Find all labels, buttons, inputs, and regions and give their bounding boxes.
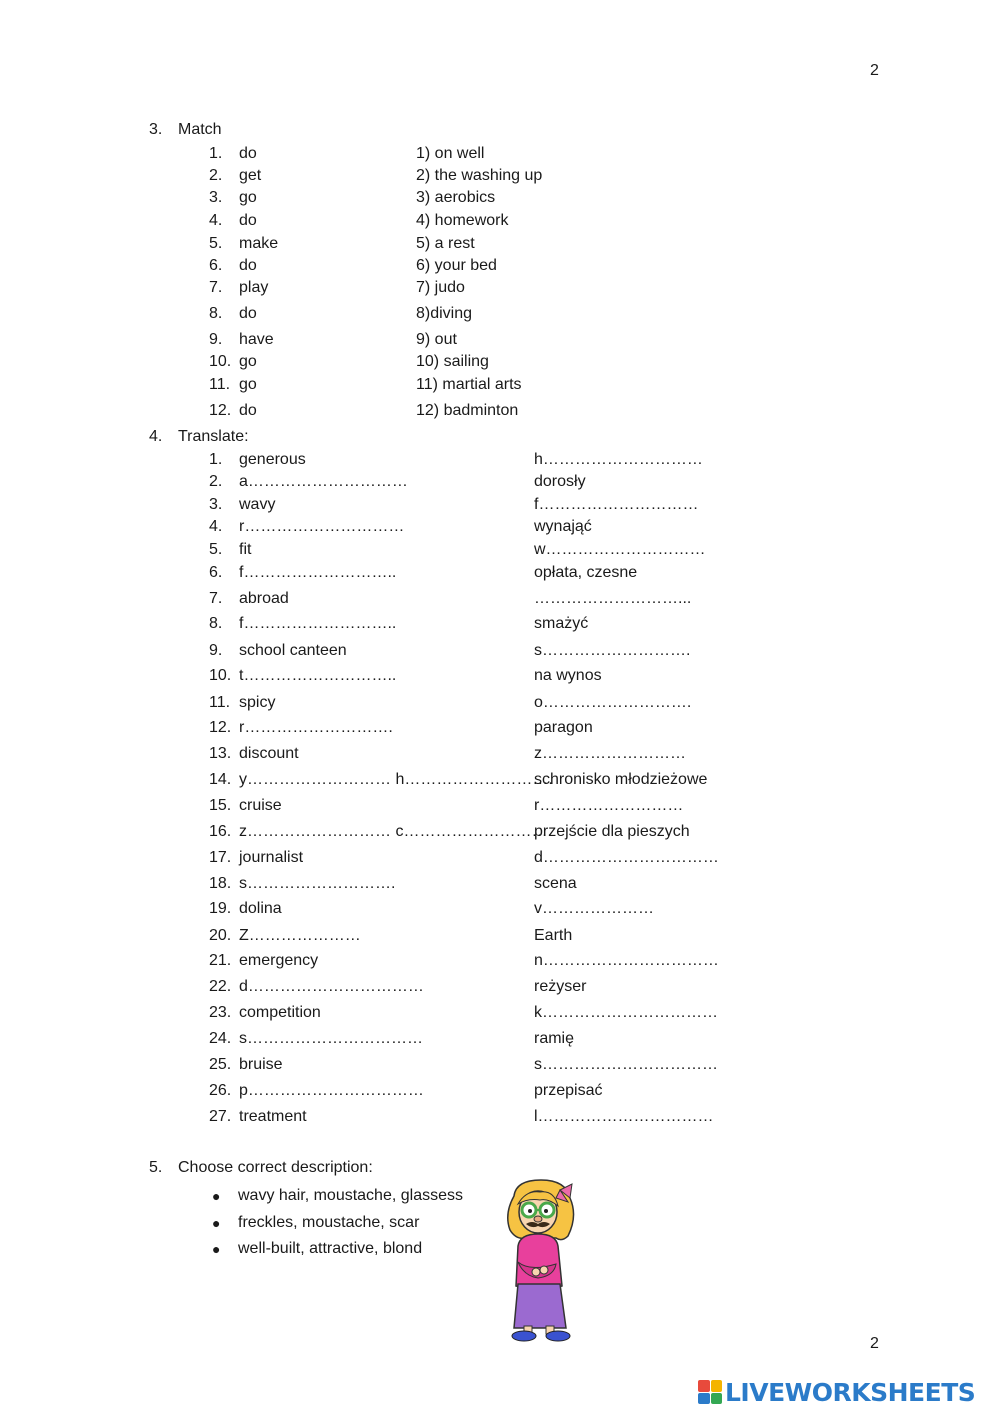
translate-answer-field[interactable]: v…………………: [534, 900, 654, 917]
translate-number: 5.: [209, 541, 223, 558]
page-number-top: 2: [870, 62, 879, 79]
translate-polish: scena: [534, 875, 577, 892]
liveworksheets-logo-text: LIVEWORKSHEETS: [725, 1377, 976, 1407]
translate-number: 10.: [209, 667, 232, 684]
translate-english: generous: [239, 451, 306, 468]
translate-polish: ramię: [534, 1030, 575, 1047]
match-phrase[interactable]: 6) your bed: [416, 257, 497, 274]
match-verb[interactable]: play: [239, 279, 269, 296]
translate-answer-field[interactable]: r…………………………: [239, 518, 405, 535]
match-number: 6.: [209, 257, 223, 274]
translate-number: 6.: [209, 564, 223, 581]
translate-answer-field[interactable]: ………………………...: [534, 590, 692, 607]
translate-answer-field[interactable]: o……………………….: [534, 694, 692, 711]
translate-polish: dorosły: [534, 473, 586, 490]
translate-english: emergency: [239, 952, 319, 969]
match-number: 1.: [209, 145, 223, 162]
match-number: 3.: [209, 189, 223, 206]
translate-polish: na wynos: [534, 667, 602, 684]
translate-number: 27.: [209, 1108, 232, 1125]
translate-answer-field[interactable]: s……………………….: [534, 642, 691, 659]
match-phrase[interactable]: 11) martial arts: [416, 376, 522, 393]
translate-number: 24.: [209, 1030, 232, 1047]
translate-answer-field[interactable]: t………………………..: [239, 667, 397, 684]
match-phrase[interactable]: 7) judo: [416, 279, 465, 296]
section-title: Translate:: [178, 428, 249, 445]
translate-answer-field[interactable]: l……………………………: [534, 1108, 714, 1125]
translate-answer-field[interactable]: p……………………………: [239, 1082, 424, 1099]
match-number: 11.: [209, 376, 231, 393]
match-number: 12.: [209, 402, 232, 419]
translate-number: 13.: [209, 745, 232, 762]
section-number: 5.: [149, 1159, 163, 1176]
translate-polish: smażyć: [534, 615, 589, 632]
translate-number: 2.: [209, 473, 223, 490]
translate-answer-field[interactable]: d……………………………: [239, 978, 424, 995]
translate-number: 14.: [209, 771, 232, 788]
translate-answer-field[interactable]: f…………………………: [534, 496, 699, 513]
description-option-text[interactable]: wavy hair, moustache, glassess: [238, 1187, 463, 1204]
translate-number: 20.: [209, 927, 232, 944]
translate-answer-field[interactable]: f………………………..: [239, 564, 397, 581]
description-option-text[interactable]: well-built, attractive, blond: [238, 1240, 423, 1257]
liveworksheets-logo-icon: [698, 1380, 722, 1404]
match-number: 7.: [209, 279, 223, 296]
translate-answer-field[interactable]: w…………………………: [534, 541, 706, 558]
translate-english: bruise: [239, 1056, 283, 1073]
section-title: Match: [178, 121, 222, 138]
match-number: 5.: [209, 235, 223, 252]
translate-number: 11.: [209, 694, 231, 711]
translate-number: 17.: [209, 849, 232, 866]
match-verb[interactable]: do: [239, 145, 257, 162]
translate-number: 21.: [209, 952, 232, 969]
translate-answer-field[interactable]: h…………………………: [534, 451, 703, 468]
translate-polish: dolina: [239, 900, 282, 917]
translate-english: fit: [239, 541, 252, 558]
match-number: 2.: [209, 167, 223, 184]
translate-number: 7.: [209, 590, 223, 607]
match-phrase[interactable]: 12) badminton: [416, 402, 519, 419]
bullet-icon: ●: [212, 1215, 221, 1231]
translate-answer-field[interactable]: d……………………………: [534, 849, 719, 866]
match-verb[interactable]: have: [239, 331, 274, 348]
translate-english: spicy: [239, 694, 276, 711]
translate-english: abroad: [239, 590, 289, 607]
match-verb[interactable]: get: [239, 167, 262, 184]
translate-answer-field[interactable]: r……………………….: [239, 719, 393, 736]
bullet-icon: ●: [212, 1188, 221, 1204]
bullet-icon: ●: [212, 1241, 221, 1257]
translate-number: 9.: [209, 642, 223, 659]
section-number: 3.: [149, 121, 163, 138]
translate-english: competition: [239, 1004, 321, 1021]
translate-number: 19.: [209, 900, 232, 917]
match-verb[interactable]: do: [239, 402, 257, 419]
section-title: Choose correct description:: [178, 1159, 373, 1176]
translate-answer-field[interactable]: z……………………… c……………………….: [239, 823, 552, 840]
match-phrase[interactable]: 1) on well: [416, 145, 485, 162]
translate-polish: opłata, czesne: [534, 564, 638, 581]
translate-number: 12.: [209, 719, 232, 736]
translate-english: journalist: [239, 849, 304, 866]
match-phrase[interactable]: 2) the washing up: [416, 167, 543, 184]
translate-number: 16.: [209, 823, 232, 840]
translate-number: 25.: [209, 1056, 232, 1073]
match-number: 8.: [209, 305, 223, 322]
translate-number: 3.: [209, 496, 223, 513]
translate-polish: przejście dla pieszych: [534, 823, 690, 840]
match-verb[interactable]: make: [239, 235, 279, 252]
match-verb[interactable]: go: [239, 376, 257, 393]
translate-number: 4.: [209, 518, 223, 535]
girl-with-fake-moustache-and-glasses-icon: [496, 1176, 586, 1342]
translate-answer-field[interactable]: y……………………… h……………………….: [239, 771, 553, 788]
translate-answer-field[interactable]: a…………………………: [239, 473, 408, 490]
liveworksheets-logo[interactable]: [698, 1378, 975, 1406]
translate-english: school canteen: [239, 642, 347, 659]
translate-english: wavy: [239, 496, 276, 513]
translate-number: 22.: [209, 978, 232, 995]
translate-number: 15.: [209, 797, 232, 814]
match-number: 9.: [209, 331, 223, 348]
translate-english: cruise: [239, 797, 282, 814]
match-verb[interactable]: do: [239, 257, 257, 274]
translate-polish: przepisać: [534, 1082, 603, 1099]
translate-number: 23.: [209, 1004, 232, 1021]
translate-english: treatment: [239, 1108, 307, 1125]
match-phrase[interactable]: 8)diving: [416, 305, 473, 322]
translate-answer-field[interactable]: Z…………………: [239, 927, 361, 944]
match-verb[interactable]: do: [239, 305, 257, 322]
translate-polish: reżyser: [534, 978, 587, 995]
match-verb[interactable]: go: [239, 353, 257, 370]
translate-answer-field[interactable]: n……………………………: [534, 952, 719, 969]
translate-polish: wynająć: [534, 518, 592, 535]
translate-answer-field[interactable]: f………………………..: [239, 615, 397, 632]
match-phrase[interactable]: 3) aerobics: [416, 189, 496, 206]
translate-number: 1.: [209, 451, 223, 468]
translate-answer-field[interactable]: s……………………………: [239, 1030, 423, 1047]
match-phrase[interactable]: 5) a rest: [416, 235, 475, 252]
translate-english: Earth: [534, 927, 573, 944]
match-phrase[interactable]: 4) homework: [416, 212, 509, 229]
match-phrase[interactable]: 9) out: [416, 331, 457, 348]
match-phrase[interactable]: 10) sailing: [416, 353, 489, 370]
match-verb[interactable]: go: [239, 189, 257, 206]
translate-number: 18.: [209, 875, 232, 892]
page-number-bottom: 2: [870, 1335, 879, 1352]
translate-answer-field[interactable]: s……………………….: [239, 875, 396, 892]
translate-answer-field[interactable]: z………………………: [534, 745, 686, 762]
match-verb[interactable]: do: [239, 212, 257, 229]
translate-number: 26.: [209, 1082, 232, 1099]
match-number: 10.: [209, 353, 232, 370]
translate-number: 8.: [209, 615, 223, 632]
match-number: 4.: [209, 212, 223, 229]
translate-english: discount: [239, 745, 299, 762]
translate-answer-field[interactable]: r………………………: [534, 797, 684, 814]
description-option-text[interactable]: freckles, moustache, scar: [238, 1214, 420, 1231]
section-number: 4.: [149, 428, 163, 445]
translate-answer-field[interactable]: k……………………………: [534, 1004, 718, 1021]
translate-polish: schronisko młodzieżowe: [534, 771, 708, 788]
translate-polish: paragon: [534, 719, 593, 736]
translate-answer-field[interactable]: s……………………………: [534, 1056, 718, 1073]
